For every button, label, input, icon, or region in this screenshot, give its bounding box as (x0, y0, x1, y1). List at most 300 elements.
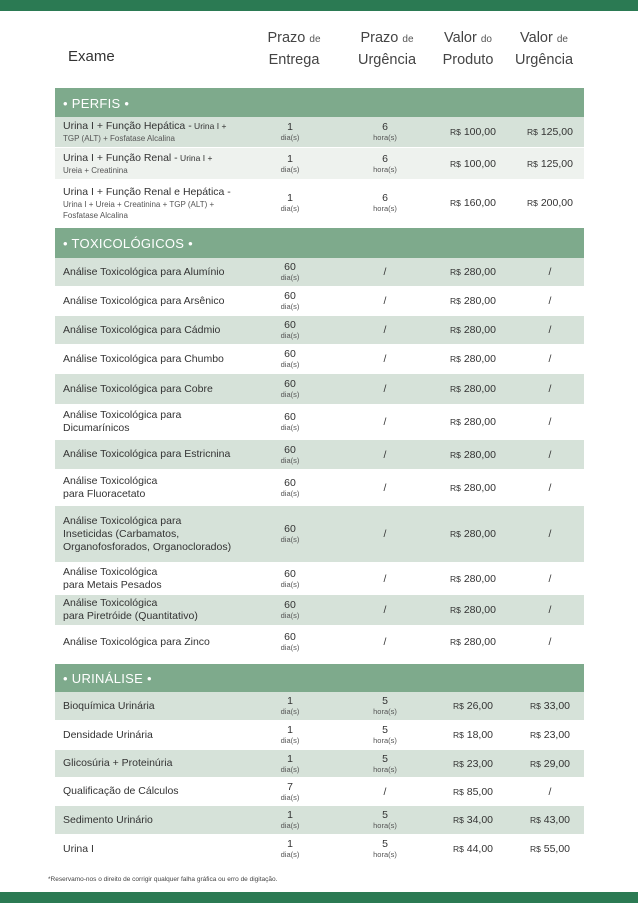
valor-urgencia (515, 778, 585, 805)
exam-name (63, 692, 259, 720)
prazo-urgencia (345, 440, 425, 469)
valor-produto-value: 280,00 (463, 604, 496, 616)
exam-name (63, 180, 259, 226)
prazo-entrega (260, 750, 320, 777)
prazo-urgencia-value: 5 (382, 752, 388, 765)
prazo-entrega-unit: dia(s) (280, 736, 300, 745)
prazo-urgencia-value: 5 (382, 838, 388, 850)
valor-urgencia-currency: R$ (529, 758, 541, 769)
valor-produto-currency: R$ (452, 701, 464, 711)
prazo-entrega (260, 374, 320, 404)
valor-produto-value: 100,00 (463, 157, 496, 170)
exam-name (63, 563, 259, 594)
exam-name (63, 506, 259, 562)
valor-produto (433, 287, 513, 315)
valor-produto-currency: R$ (450, 198, 461, 208)
exam-name-text: Sedimento Urinário (63, 813, 153, 826)
valor-urgencia (515, 750, 585, 777)
table-row (55, 750, 584, 777)
prazo-urgencia (345, 778, 425, 805)
prazo-urgencia (345, 470, 425, 505)
exam-name (63, 440, 259, 469)
prazo-entrega-value: 60 (284, 476, 296, 489)
valor-urgencia-currency: R$ (529, 815, 541, 825)
section-toxicologicos (55, 228, 584, 258)
valor-urgencia-currency: R$ (527, 127, 538, 137)
valor-produto (433, 117, 513, 147)
prazo-entrega-unit: dia(s) (280, 488, 300, 498)
exam-name-text: Análise Toxicológica para Estricnina (63, 448, 231, 460)
exam-name-sub: Ureia + Creatinina (63, 165, 128, 175)
table-row (55, 345, 584, 373)
valor-produto (433, 750, 513, 777)
prazo-urgencia (345, 721, 425, 749)
valor-urgencia (515, 595, 585, 625)
valor-produto-currency: R$ (450, 325, 461, 335)
exam-name-text: Densidade Urinária (63, 728, 153, 741)
prazo-entrega-value: 60 (284, 348, 296, 360)
table-header (0, 28, 638, 84)
valor-urgencia-value: 29,00 (543, 757, 571, 770)
prazo-urgencia-unit: hora(s) (373, 736, 397, 745)
valor-urgencia-value: / (548, 481, 552, 494)
exam-name-extra: Urina I + (177, 152, 213, 163)
prazo-urgencia (345, 595, 425, 625)
valor-produto-value: 280,00 (463, 448, 496, 461)
valor-urgencia (515, 692, 585, 720)
valor-produto-value: 23,00 (466, 757, 494, 770)
valor-produto-currency: R$ (452, 786, 464, 797)
valor-urgencia (515, 806, 585, 834)
valor-urgencia-value: / (548, 528, 552, 540)
table-row (55, 258, 584, 286)
prazo-entrega (260, 470, 320, 505)
header-valor-urgencia: Valor de Urgência (514, 30, 574, 68)
valor-produto (433, 316, 513, 344)
valor-urgencia (515, 835, 585, 863)
valor-produto-value: 100,00 (463, 126, 496, 138)
valor-urgencia-value: / (548, 353, 552, 365)
header-valor-produto: Valor do Produto (442, 30, 494, 68)
prazo-entrega (260, 440, 320, 469)
exam-name-text: Glicosúria + Proteinúria (63, 757, 173, 769)
header-prazo-urgencia: Prazo de Urgência (357, 30, 417, 68)
exam-name (63, 750, 259, 777)
prazo-entrega-value: 60 (284, 443, 296, 456)
prazo-entrega (260, 405, 320, 439)
table-row (55, 287, 584, 315)
prazo-entrega (260, 506, 320, 562)
valor-produto-value: 280,00 (463, 266, 496, 278)
prazo-urgencia-value: / (383, 416, 387, 428)
prazo-entrega-value: 1 (287, 809, 293, 821)
footnote: *Reservamo-nos o direito de corrigir qualquer falha gráfica ou erro de digitação. (48, 876, 278, 883)
prazo-entrega-unit: dia(s) (280, 331, 300, 340)
prazo-entrega-unit: dia(s) (280, 133, 300, 142)
valor-produto (433, 440, 513, 469)
table-row (55, 506, 584, 562)
prazo-entrega-value: 1 (287, 695, 293, 707)
row-separator (55, 226, 584, 227)
table-row (55, 405, 584, 439)
valor-produto-currency: R$ (452, 815, 464, 825)
valor-urgencia-currency: R$ (529, 701, 541, 711)
valor-produto-value: 280,00 (463, 353, 496, 365)
valor-produto (433, 626, 513, 658)
prazo-entrega-value: 7 (287, 780, 293, 793)
exam-name-text: Análise Toxicológica para Cádmio (63, 323, 221, 336)
valor-produto-value: 280,00 (463, 528, 496, 540)
prazo-urgencia-value: 5 (382, 695, 388, 707)
prazo-entrega (260, 316, 320, 344)
valor-produto-currency: R$ (450, 354, 461, 364)
valor-produto-value: 280,00 (463, 636, 496, 648)
valor-urgencia-value: / (548, 295, 552, 307)
exam-name-text: Análise Toxicológica para Metais Pesados (63, 565, 162, 591)
valor-urgencia-value: / (548, 448, 552, 461)
prazo-entrega-value: 60 (284, 523, 296, 535)
prazo-urgencia-value: 5 (382, 809, 388, 821)
prazo-entrega-value: 60 (284, 567, 296, 580)
exam-name (63, 117, 259, 147)
header-exame: Exame (68, 48, 115, 65)
prazo-urgencia-value: / (383, 324, 387, 336)
prazo-urgencia-value: 6 (382, 152, 388, 165)
prazo-urgencia (345, 374, 425, 404)
prazo-entrega-value: 1 (287, 752, 293, 765)
prazo-entrega-unit: dia(s) (280, 792, 300, 802)
valor-urgencia-value: 43,00 (543, 814, 571, 826)
table-row (55, 470, 584, 505)
valor-urgencia (515, 316, 585, 344)
table-row (55, 374, 584, 404)
valor-urgencia-value: 55,00 (543, 843, 571, 855)
exam-name-sub: TGP (ALT) + Fosfatase Alcalina (63, 134, 175, 143)
exam-name-text: Qualificação de Cálculos (63, 785, 179, 797)
valor-produto-currency: R$ (450, 158, 461, 169)
prazo-entrega-unit: dia(s) (280, 821, 300, 830)
valor-urgencia (515, 626, 585, 658)
valor-produto (433, 563, 513, 594)
prazo-urgencia (345, 405, 425, 439)
exam-name-sub: Urina I + Ureia + Creatinina + TGP (ALT) + Fosfatase Alcalina (63, 199, 215, 220)
section-toxicologicos-label: • TOXICOLÓGICOS • (63, 236, 194, 251)
valor-urgencia (515, 374, 585, 404)
valor-urgencia-value: / (548, 416, 552, 428)
prazo-entrega-unit: dia(s) (280, 611, 300, 620)
exam-name (63, 806, 259, 834)
valor-urgencia-currency: R$ (527, 158, 538, 169)
prazo-entrega (260, 287, 320, 315)
valor-urgencia (515, 345, 585, 373)
exam-name-text: Análise Toxicológica para Cobre (63, 382, 213, 395)
valor-produto (433, 835, 513, 863)
table-row (55, 626, 584, 658)
exam-name-main: Urina I + Função Hepática - (63, 120, 192, 132)
valor-urgencia-value: / (548, 785, 552, 798)
valor-produto-currency: R$ (452, 758, 464, 769)
valor-produto-currency: R$ (452, 730, 464, 740)
valor-urgencia-value: / (548, 324, 552, 336)
valor-produto-value: 160,00 (463, 197, 496, 209)
prazo-urgencia-value: / (383, 528, 387, 540)
section-perfis (55, 88, 584, 117)
prazo-entrega (260, 595, 320, 625)
valor-produto-currency: R$ (450, 127, 461, 137)
valor-produto-value: 280,00 (463, 295, 496, 307)
valor-produto-value: 280,00 (463, 481, 496, 494)
valor-urgencia (515, 405, 585, 439)
prazo-urgencia-value: / (383, 383, 387, 395)
prazo-urgencia-value: 6 (382, 192, 388, 204)
prazo-entrega (260, 180, 320, 226)
valor-produto (433, 345, 513, 373)
prazo-entrega (260, 345, 320, 373)
exam-name-text: Análise Toxicológica para Inseticidas (Carbamatos, Organofosforados, Organoclorados) (63, 514, 232, 553)
prazo-urgencia-value: / (383, 295, 387, 307)
table-row (55, 148, 584, 179)
valor-urgencia (515, 470, 585, 505)
valor-produto-currency: R$ (450, 384, 461, 394)
exam-name-main: Urina I + Função Renal - (63, 151, 178, 164)
prazo-entrega-unit: dia(s) (280, 850, 300, 859)
prazo-entrega-value: 60 (284, 411, 296, 423)
valor-produto (433, 405, 513, 439)
valor-produto-currency: R$ (450, 417, 461, 427)
exam-name (63, 470, 259, 505)
section-urinalise (55, 664, 584, 692)
prazo-entrega-value: 60 (284, 599, 296, 611)
prazo-urgencia (345, 626, 425, 658)
valor-urgencia-value: 125,00 (540, 157, 573, 170)
valor-urgencia (515, 180, 585, 226)
prazo-entrega-unit: dia(s) (280, 302, 300, 311)
valor-urgencia (515, 440, 585, 469)
prazo-urgencia (345, 506, 425, 562)
exam-name (63, 148, 259, 179)
prazo-entrega (260, 778, 320, 805)
exam-name-text: Análise Toxicológica para Chumbo (63, 352, 224, 365)
prazo-entrega-value: 1 (287, 152, 293, 165)
prazo-entrega (260, 692, 320, 720)
valor-produto-value: 280,00 (463, 324, 496, 336)
row-separator (55, 658, 584, 659)
valor-produto-currency: R$ (450, 482, 461, 493)
prazo-urgencia (345, 692, 425, 720)
prazo-entrega-unit: dia(s) (280, 164, 300, 174)
valor-produto (433, 721, 513, 749)
valor-urgencia-value: / (548, 266, 552, 278)
prazo-urgencia-value: / (383, 572, 387, 585)
prazo-urgencia (345, 316, 425, 344)
header-prazo-entrega: Prazo de Entrega (267, 30, 321, 68)
exam-name (63, 595, 259, 625)
prazo-entrega (260, 806, 320, 834)
prazo-urgencia (345, 148, 425, 179)
prazo-urgencia-unit: hora(s) (373, 764, 397, 774)
valor-produto-value: 44,00 (466, 843, 494, 855)
exam-name (63, 835, 259, 863)
table-row (55, 595, 584, 625)
exam-name (63, 721, 259, 749)
valor-urgencia-value: / (548, 604, 552, 616)
valor-urgencia-value: / (548, 636, 552, 648)
valor-produto-currency: R$ (450, 529, 461, 539)
table-row (55, 721, 584, 749)
prazo-urgencia (345, 806, 425, 834)
valor-produto-currency: R$ (450, 449, 461, 460)
valor-urgencia (515, 721, 585, 749)
exam-name-text: Análise Toxicológica para Dicumarínicos (63, 409, 182, 434)
prazo-urgencia (345, 287, 425, 315)
valor-urgencia-currency: R$ (529, 730, 541, 740)
exam-name-extra: Urina I + (191, 121, 227, 131)
exam-name-main: Urina I + Função Renal e Hepática - (63, 185, 231, 198)
valor-urgencia (515, 117, 585, 147)
exam-name (63, 287, 259, 315)
prazo-entrega-value: 60 (284, 378, 296, 390)
valor-produto-value: 280,00 (463, 416, 496, 428)
prazo-entrega (260, 117, 320, 147)
valor-produto (433, 595, 513, 625)
prazo-entrega-unit: dia(s) (280, 535, 300, 544)
prazo-urgencia (345, 750, 425, 777)
valor-produto-value: 280,00 (463, 572, 496, 585)
valor-produto (433, 470, 513, 505)
table-row (55, 117, 584, 147)
valor-produto-value: 26,00 (466, 700, 494, 712)
valor-produto-value: 85,00 (466, 785, 494, 798)
exam-name (63, 626, 259, 658)
prazo-entrega-unit: dia(s) (280, 764, 300, 774)
valor-urgencia (515, 287, 585, 315)
valor-produto-currency: R$ (450, 605, 461, 615)
valor-produto-currency: R$ (450, 637, 461, 647)
valor-produto (433, 692, 513, 720)
valor-produto (433, 806, 513, 834)
exam-name-text: Urina I (63, 842, 94, 855)
prazo-urgencia-unit: hora(s) (373, 821, 397, 830)
prazo-entrega-value: 60 (284, 261, 296, 273)
prazo-urgencia-value: / (383, 353, 387, 365)
prazo-entrega (260, 148, 320, 179)
section-urinalise-label: • URINÁLISE • (63, 671, 152, 686)
prazo-entrega-value: 60 (284, 631, 296, 643)
prazo-urgencia (345, 117, 425, 147)
exam-name (63, 778, 259, 805)
valor-urgencia-value: 125,00 (540, 126, 573, 138)
prazo-urgencia (345, 563, 425, 594)
prazo-entrega (260, 835, 320, 863)
prazo-entrega (260, 563, 320, 594)
prazo-entrega (260, 626, 320, 658)
valor-produto-currency: R$ (452, 844, 464, 854)
prazo-entrega-unit: dia(s) (280, 423, 300, 432)
valor-produto-currency: R$ (450, 267, 461, 277)
prazo-entrega-unit: dia(s) (280, 579, 300, 589)
prazo-entrega (260, 721, 320, 749)
prazo-urgencia-unit: hora(s) (373, 707, 397, 716)
prazo-entrega-unit: dia(s) (280, 204, 300, 213)
prazo-urgencia-unit: hora(s) (373, 133, 397, 142)
valor-urgencia-value: 23,00 (543, 729, 571, 741)
valor-produto (433, 506, 513, 562)
prazo-urgencia (345, 835, 425, 863)
valor-urgencia (515, 148, 585, 179)
prazo-entrega-unit: dia(s) (280, 455, 300, 465)
prazo-urgencia-value: / (383, 636, 387, 648)
exam-name-text: Análise Toxicológica para Piretróide (Quantitativo) (63, 597, 198, 622)
exam-name (63, 405, 259, 439)
table-row (55, 806, 584, 834)
valor-produto (433, 180, 513, 226)
prazo-urgencia (345, 180, 425, 226)
valor-produto-currency: R$ (450, 296, 461, 306)
bottom-band (0, 892, 638, 903)
table-row (55, 778, 584, 805)
prazo-urgencia-value: / (383, 604, 387, 616)
valor-produto (433, 374, 513, 404)
prazo-entrega-value: 60 (284, 290, 296, 302)
valor-produto-value: 18,00 (466, 729, 494, 741)
valor-produto-currency: R$ (450, 573, 461, 584)
prazo-urgencia-unit: hora(s) (373, 164, 397, 174)
valor-produto-value: 34,00 (466, 814, 494, 826)
exam-name-text: Bioquímica Urinária (63, 699, 155, 712)
exam-name-text: Análise Toxicológica para Fluoracetato (63, 474, 158, 500)
prazo-entrega-unit: dia(s) (280, 707, 300, 716)
exam-name (63, 258, 259, 286)
valor-urgencia-value: / (548, 383, 552, 395)
valor-produto (433, 778, 513, 805)
row-separator (55, 863, 584, 864)
prazo-urgencia-value: / (383, 481, 387, 494)
valor-urgencia-value: 33,00 (543, 700, 571, 712)
prazo-entrega-value: 1 (287, 838, 293, 850)
prazo-entrega-value: 1 (287, 724, 293, 736)
prazo-entrega-unit: dia(s) (280, 390, 300, 399)
valor-urgencia-value: / (548, 572, 552, 585)
prazo-urgencia-unit: hora(s) (373, 850, 397, 859)
exam-name-text: Análise Toxicológica para Arsênico (63, 294, 225, 307)
valor-produto (433, 148, 513, 179)
prazo-urgencia-unit: hora(s) (373, 204, 397, 213)
prazo-urgencia-value: 6 (382, 121, 388, 133)
prazo-urgencia-value: 5 (382, 724, 388, 736)
prazo-entrega (260, 258, 320, 286)
valor-urgencia-currency: R$ (529, 844, 541, 854)
prazo-entrega-value: 1 (287, 121, 293, 133)
prazo-urgencia-value: / (383, 785, 387, 798)
section-perfis-label: • PERFIS • (63, 96, 130, 111)
exam-name-text: Análise Toxicológica para Alumínio (63, 265, 225, 278)
table-row (55, 563, 584, 594)
valor-produto (433, 258, 513, 286)
valor-urgencia (515, 506, 585, 562)
valor-produto-value: 280,00 (463, 383, 496, 395)
top-band (0, 0, 638, 11)
table-row (55, 692, 584, 720)
table-row (55, 835, 584, 863)
prazo-entrega-value: 60 (284, 319, 296, 331)
prazo-entrega-value: 1 (287, 192, 293, 204)
exam-name (63, 374, 259, 404)
valor-urgencia-currency: R$ (527, 198, 538, 208)
prazo-urgencia (345, 345, 425, 373)
prazo-urgencia (345, 258, 425, 286)
exam-name (63, 316, 259, 344)
valor-urgencia (515, 258, 585, 286)
